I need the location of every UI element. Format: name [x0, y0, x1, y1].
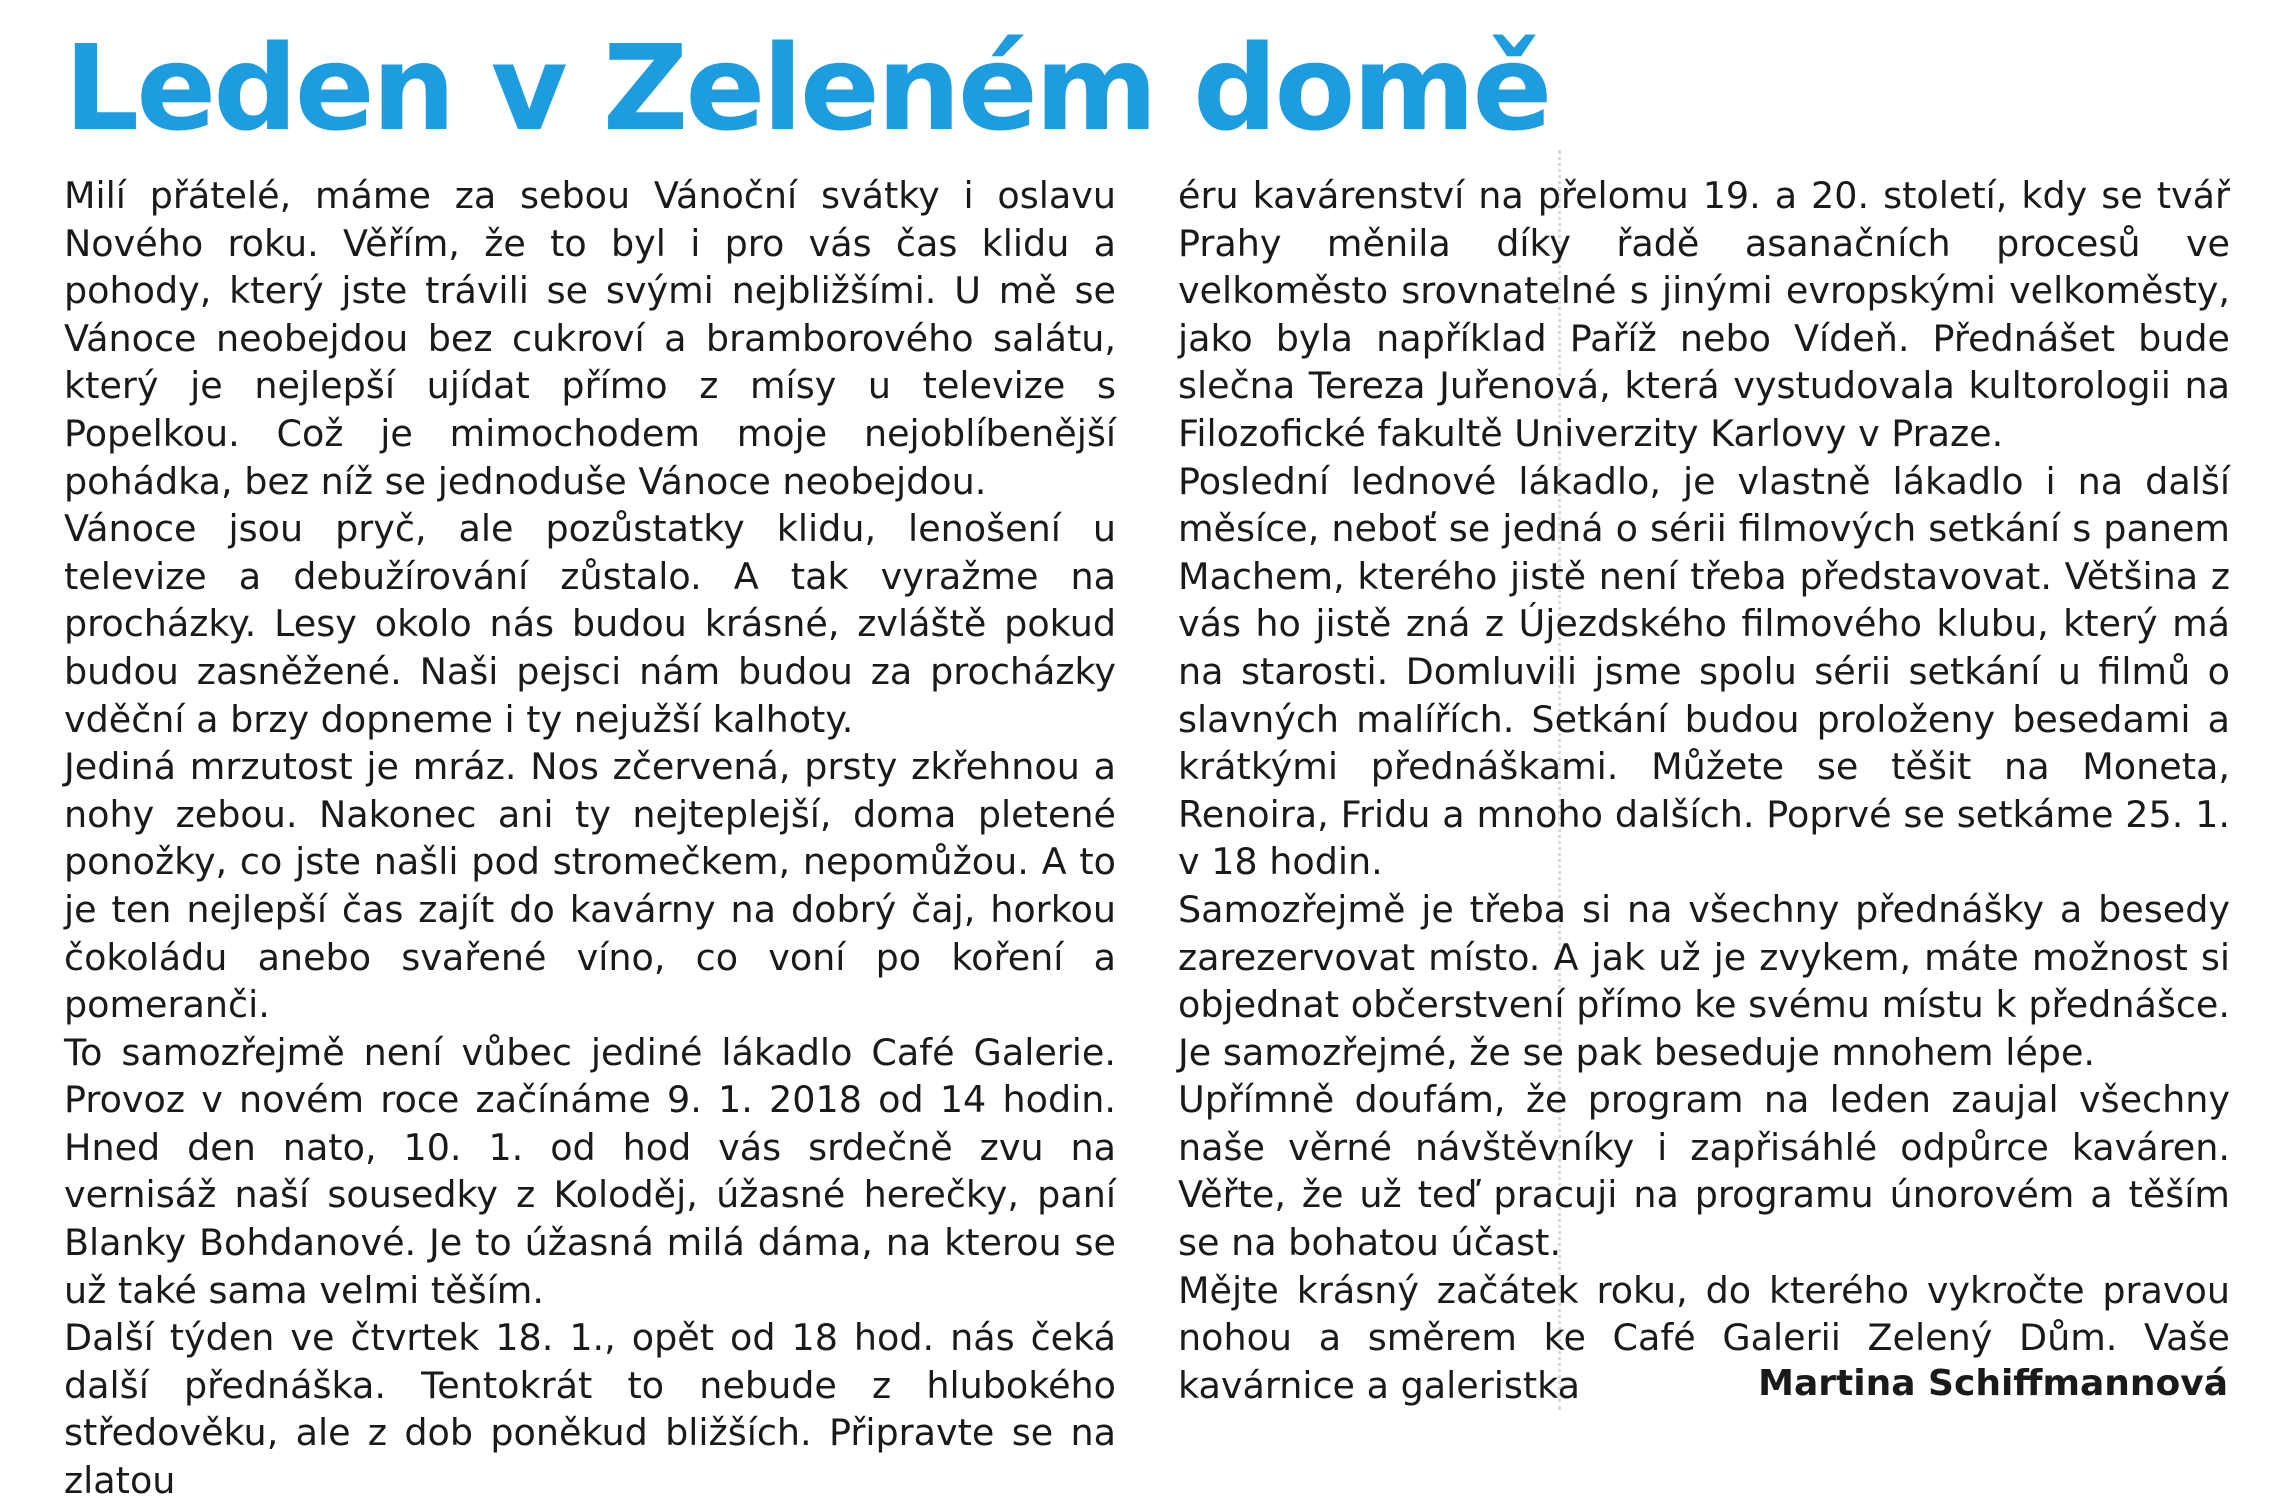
paragraph: Jediná mrzutost je mráz. Nos zčervená, prsty zkřehnou a nohy zebou. Nakonec ani ty nejteplejší, doma pletené ponožky, co jste našli pod stromečkem, nepomůžou. A to je ten nejlepší čas zajít do kavárny na dobrý čaj, horkou čokoládu anebo svařené víno, co voní po koření a pomeranči. — [64, 745, 1116, 1027]
paragraph: Mějte krásný začátek roku, do kterého vykročte pravou nohou a směrem ke Café Galerii Zelený Dům. Vaše kavárnice a galeristka — [1178, 1268, 2230, 1407]
left-column — [64, 172, 1116, 1505]
paragraph: Poslední lednové lákadlo, je vlastně lákadlo i na další měsíce, neboť se jedná o sérii filmových setkání s panem Machem, kterého jistě není třeba představovat. Většina z vás ho jistě zná z Újezdského filmového klubu, který má na starosti. Domluvili jsme spolu sérii setkání u filmů o slavných malířích. Setkání budou proloženy besedami a krátkými přednáškami. Můžete se těšit na Moneta, Renoira, Fridu a mnoho dalších. Poprvé se setkáme 25. 1. v 18 hodin. — [1178, 459, 2230, 884]
paragraph: éru kavárenství na přelomu 19. a 20. století, kdy se tvář Prahy měnila díky řadě asanačních procesů ve velkoměsto srovnatelné s jinými evropskými velkoměsty, jako byla například Paříž nebo Vídeň. Přednášet bude slečna Tereza Juřenová, která vystudovala kultorologii na Filozofické fakultě Univerzity Karlovy v Praze. — [1178, 174, 2230, 455]
article-title: Leden v Zeleném domě — [64, 19, 1550, 157]
paragraph: Upřímně doufám, že program na leden zaujal všechny naše věrné návštěvníky i zapřisáhlé odpůrce kaváren. Věřte, že už teď pracuji na programu únorovém a těším se na bohatou účast. — [1178, 1078, 2230, 1265]
paragraph: Samozřejmě je třeba si na všechny přednášky a besedy zarezervovat místo. A jak už je zvykem, máte možnost si objednat občerstvení přímo ke svému místu k přednášce. Je samozřejmé, že se pak beseduje mnohem lépe. — [1178, 887, 2230, 1074]
author-signature: Martina Schiffmannová — [1758, 1363, 2228, 1404]
paragraph: Další týden ve čtvrtek 18. 1., opět od 18 hod. nás čeká další přednáška. Tentokrát to nebude z hlubokého středověku, ale z dob poněkud bližších. Připravte se na zlatou — [64, 1316, 1116, 1503]
paragraph: To samozřejmě není vůbec jediné lákadlo Café Galerie. Provoz v novém roce začínáme 9. 1. 2018 od 14 hodin. Hned den nato, 10. 1. od hod vás srdečně zvu na vernisáž naší sousedky z Koloděj, úžasné herečky, paní Blanky Bohdanové. Je to úžasná milá dáma, na kterou se už také sama velmi těším. — [64, 1030, 1116, 1312]
paragraph: Milí přátelé, máme za sebou Vánoční svátky i oslavu Nového roku. Věřím, že to byl i pro vás čas klidu a pohody, který jste trávili se svými nejbližšími. U mě se Vánoce neobejdou bez cukroví a bramborového salátu, který je nejlepší ujídat přímo z mísy u televize s Popelkou. Což je mimochodem moje nejoblíbenější pohádka, bez níž se jednoduše Vánoce neobejdou. — [64, 174, 1116, 503]
right-column — [1178, 172, 2230, 1409]
paragraph: Vánoce jsou pryč, ale pozůstatky klidu, lenošení u televize a debužírování zůstalo. A tak vyražme na procházky. Lesy okolo nás budou krásné, zvláště pokud budou zasněžené. Naši pejsci nám budou za procházky vděční a brzy dopneme i ty nejužší kalhoty. — [64, 507, 1116, 741]
